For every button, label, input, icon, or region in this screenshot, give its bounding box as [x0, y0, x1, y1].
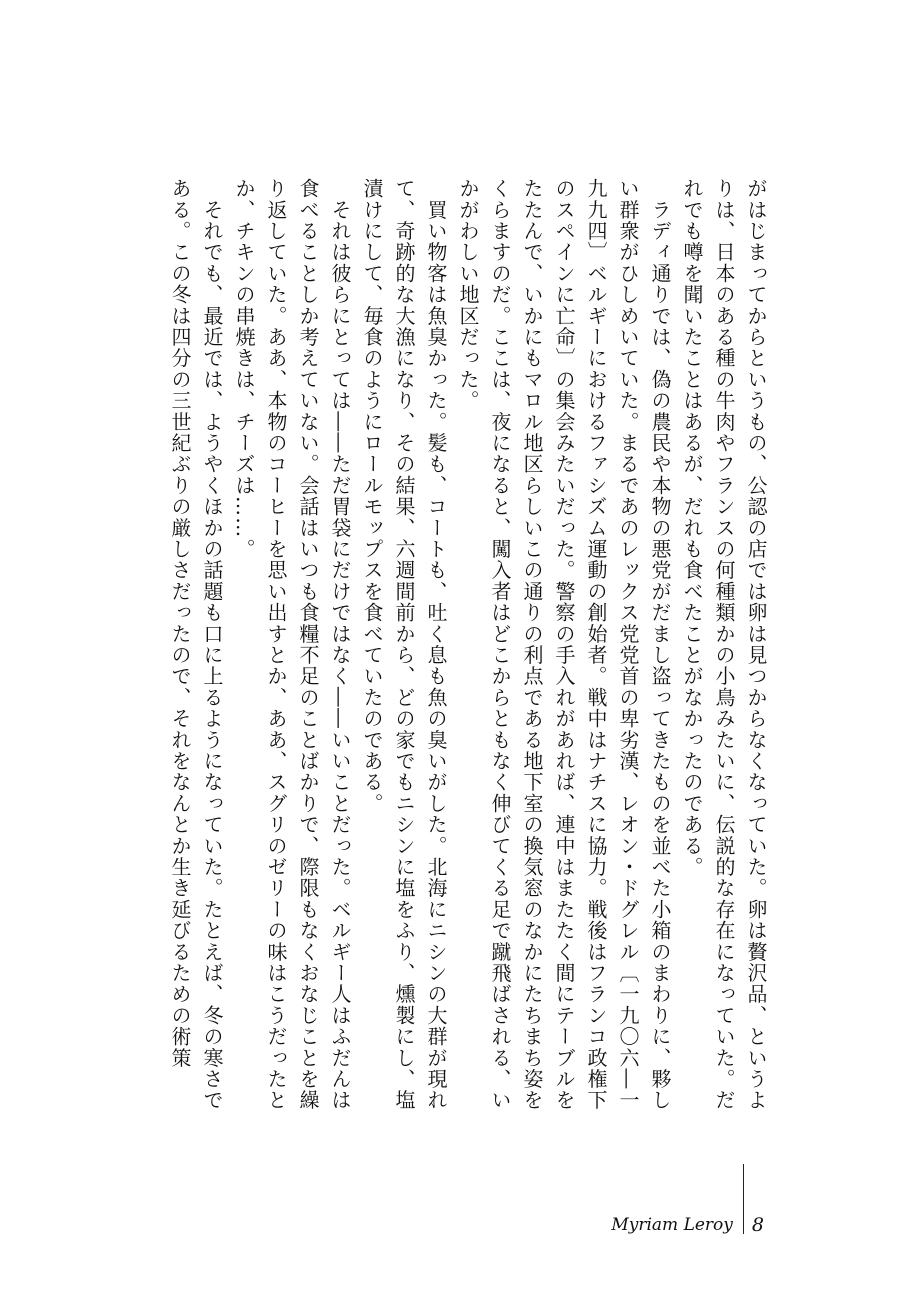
running-footer-author: Myriam Leroy	[611, 1215, 733, 1235]
paragraph-3: 買い物客は魚臭かった。髪も、コートも、吐く息も魚の臭いがした。北海にニシンの大群が現れて、奇跡的な大漁になり、その結果、六週間前から、どの家でもニシンに塩をふり、燻製にし、塩漬けにして、毎食のようにロールモップスを食べていたのである。	[360, 178, 448, 1111]
page-footer	[611, 1208, 764, 1242]
paragraph-1: がはじまってからというもの、公認の店では卵は見つからなくなっていた。卵は贅沢品、というよりは、日本のある種の牛肉やフランスの何種類かの小鳥みたいに、伝説的な存在になっていた。だれでも噂を聞いたことはあるが、だれも食べたことがなかったのである。	[680, 178, 768, 1111]
paragraph-4: それは彼らにとっては――ただ胃袋にだけではなく――いいことだった。ベルギー人はふだんは食べることしか考えていない。会話はいつも食糧不足のことばかりで、際限もなくおなじことを繰り返していた。ああ、本物のコーヒーを思い出すとか、ああ、スグリのゼリーの味はこうだったとか、チキンの串焼きは、チーズは……。	[232, 178, 352, 1111]
paragraph-5: それでも、最近では、ようやくほかの話題も口に上るようになっていた。たとえば、冬の寒さである。この冬は四分の三世紀ぶりの厳しさだったので、それをなんとか生き延びるための術策	[168, 178, 224, 1111]
paragraph-2: ラディ通りでは、偽の農民や本物の悪党がだまし盗ってきたものを並べた小箱のまわりに、夥しい群衆がひしめいていた。まるであのレックス党党首の卑劣漢、レオン・ドグレル〔一九〇六―一九九四〕ベルギーにおけるファシズム運動の創始者。戦中はナチスに協力。戦後はフランコ政権下のスペインに亡命〕の集会みたいだった。警察の手入れがあれば、連中はまたたく間にテーブルをたたんで、いかにもマロル地区らしいこの通りの利点である地下室の換気窓のなかにたちまち姿をくらますのだ。ここは、夜になると、闖入者はどこからともなく伸びてくる足で蹴飛ばされる、いかがわしい地区だった。	[456, 178, 672, 1111]
page-number: 8	[751, 1214, 764, 1236]
body-text	[120, 178, 772, 1118]
footer-divider	[743, 1164, 744, 1234]
